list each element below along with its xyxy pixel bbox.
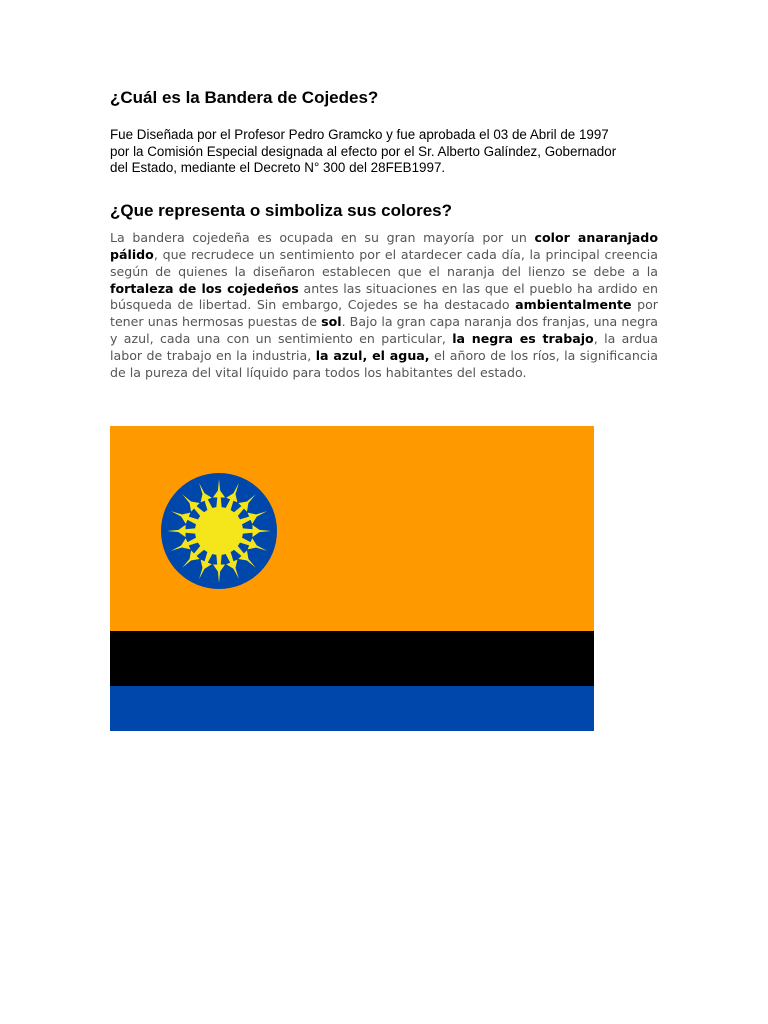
bold-sun: sol bbox=[321, 314, 342, 330]
sun-core bbox=[195, 507, 243, 555]
flag-blue-stripe bbox=[110, 686, 594, 731]
body-text-1: La bandera cojedeña es ocupada en su gran mayoría por un bbox=[110, 229, 535, 245]
intro-paragraph bbox=[110, 127, 658, 177]
body-text-4: por tener unas hermosas puestas de bbox=[110, 297, 658, 330]
body-text-7: el añoro de los ríos, la significancia de la pureza del vital líquido para todos los habitantes del estado. bbox=[110, 348, 658, 381]
bold-blue-water: la azul, el agua, bbox=[315, 348, 430, 364]
intro-line-3: del Estado, mediante el Decreto N° 300 del 28FEB1997. bbox=[110, 160, 446, 176]
flag-black-stripe bbox=[110, 631, 594, 686]
sun-emblem-icon bbox=[161, 473, 277, 589]
intro-line-2: por la Comisión Especial designada al efecto por el Sr. Alberto Galíndez, Gobernador bbox=[110, 143, 617, 159]
page-title: ¿Cuál es la Bandera de Cojedes? bbox=[110, 88, 379, 107]
body-text-5: . Bajo la gran capa naranja dos franjas, una negra y azul, cada una con un sentimiento en particular, bbox=[110, 314, 658, 347]
bold-environmentally: ambientalmente bbox=[515, 297, 632, 313]
bold-black-work: la negra es trabajo bbox=[452, 331, 594, 347]
body-text-3: antes las situaciones en las que el pueblo ha ardido en búsqueda de libertad. Sin embargo, Cojedes se ha destacado bbox=[110, 280, 658, 313]
cojedes-flag-image bbox=[110, 426, 594, 731]
body-text-6: , la ardua labor de trabajo en la industria, bbox=[110, 331, 658, 364]
body-paragraph bbox=[110, 230, 658, 382]
bold-strength: fortaleza de los cojedeños bbox=[110, 280, 299, 296]
document-page bbox=[110, 84, 658, 382]
intro-line-1: Fue Diseñada por el Profesor Pedro Gramcko y fue aprobada el 03 de Abril de 1997 bbox=[110, 127, 609, 142]
body-text-2: , que recrudece un sentimiento por el atardecer cada día, la principal creencia según de quienes la diseñaron establecen que el naranja del lienzo se debe a la bbox=[110, 246, 658, 279]
bold-orange-color: color anaranjado pálido bbox=[110, 229, 658, 262]
section-heading: ¿Que representa o simboliza sus colores? bbox=[110, 200, 452, 220]
